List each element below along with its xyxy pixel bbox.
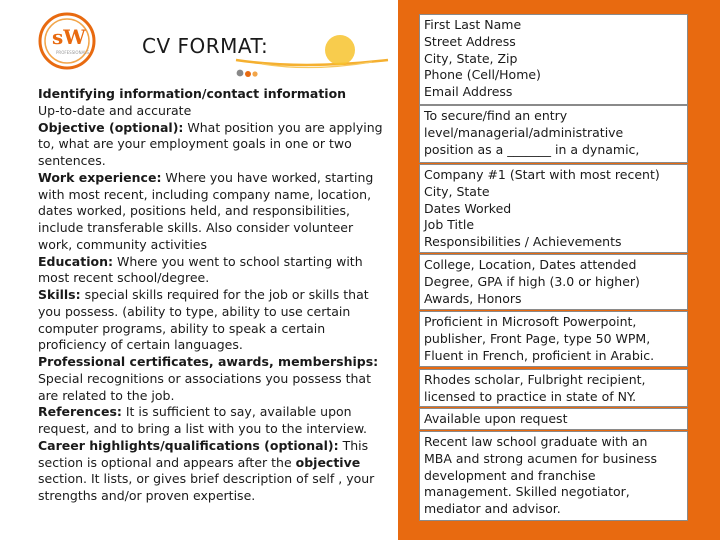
- description-heading: Work experience:: [38, 169, 162, 185]
- example-line: position as a _______ in a dynamic,: [424, 141, 640, 157]
- description-item: [38, 404, 390, 438]
- description-heading: Career highlights/qualifications (optional):: [38, 437, 339, 453]
- example-box: [419, 14, 688, 105]
- example-box: [419, 369, 688, 407]
- logo-subtext: PROFESSIONALS: [56, 50, 90, 55]
- example-line: licensed to practice in state of NY.: [424, 388, 637, 404]
- example-line: Phone (Cell/Home): [424, 67, 541, 83]
- description-item: [38, 103, 390, 120]
- description-heading: Skills:: [38, 287, 81, 302]
- description-item: [38, 170, 390, 254]
- example-line: Job Title: [424, 217, 475, 233]
- description-text: What position you are applying to, what are your employment goals in one or two sentences.: [38, 119, 383, 168]
- example-line: Street Address: [424, 33, 516, 49]
- description-heading: objective: [295, 454, 361, 470]
- example-line: To secure/find an entry: [424, 108, 568, 123]
- example-line: level/managerial/administrative: [424, 124, 624, 140]
- example-line: Email Address: [424, 84, 513, 99]
- description-heading: Identifying information/contact information: [38, 86, 347, 101]
- example-line: Responsibilities / Achievements: [424, 234, 622, 249]
- company-logo: [36, 10, 98, 72]
- example-line: City, State, Zip: [424, 50, 518, 66]
- description-item: [38, 438, 390, 505]
- decorative-swoosh-icon: [232, 26, 392, 82]
- description-item: [38, 287, 390, 354]
- example-line: Awards, Honors: [424, 290, 522, 306]
- example-box: [419, 254, 688, 310]
- description-text: It is sufficient to say, available upon request, and to bring a list with you to the interview.: [38, 404, 367, 436]
- description-text: special skills required for the job or skills that you possess. (ability to type, ability to use certain computer programs, ability to speak a certain proficiency of certain languages.: [38, 287, 369, 353]
- description-item: [38, 86, 390, 103]
- description-heading: Education:: [38, 253, 113, 269]
- example-box: [419, 164, 688, 253]
- example-box: [419, 408, 688, 430]
- example-line: Recent law school graduate with an: [424, 434, 648, 449]
- description-text: Where you have worked, starting with most recent, including company name, location, dates worked, positions held, and responsibilities, include transferable skills. Also consider volunteer work, community activities: [38, 169, 374, 252]
- example-line: Fluent in French, proficient in Arabic.: [424, 347, 655, 363]
- description-text: This section is optional and appears after the: [38, 437, 369, 470]
- example-line: Degree, GPA if high (3.0 or higher): [424, 273, 640, 289]
- example-line: Proficient in Microsoft Powerpoint,: [424, 314, 637, 329]
- example-line: Dates Worked: [424, 200, 512, 216]
- field-descriptions: [38, 86, 390, 505]
- example-box: [419, 105, 688, 163]
- logo-text: sW: [52, 25, 86, 49]
- example-line: management. Skilled negotiator,: [424, 484, 630, 500]
- example-box: [419, 431, 688, 521]
- description-text: Where you went to school starting with most recent school/degree.: [38, 253, 363, 286]
- example-line: City, State: [424, 183, 490, 199]
- example-line: Rhodes scholar, Fulbright recipient,: [424, 372, 646, 387]
- description-heading: Objective (optional):: [38, 119, 184, 135]
- example-line: mediator and advisor.: [424, 501, 561, 516]
- example-line: MBA and strong acumen for business: [424, 450, 657, 466]
- example-line: publisher, Front Page, type 50 WPM,: [424, 330, 651, 346]
- description-item: [38, 354, 390, 404]
- example-line: First Last Name: [424, 17, 522, 32]
- description-text: Up-to-date and accurate: [38, 102, 192, 118]
- description-item: [38, 120, 390, 170]
- example-box: [419, 311, 688, 367]
- example-line: College, Location, Dates attended: [424, 257, 637, 272]
- page-title: CV FORMAT:: [142, 34, 269, 58]
- example-line: Company #1 (Start with most recent): [424, 167, 660, 182]
- description-item: [38, 254, 390, 288]
- description-text: section. It lists, or gives brief description of self , your strengths and/or proven expertise.: [38, 471, 375, 503]
- example-line: development and franchise: [424, 467, 596, 483]
- description-heading: References:: [38, 404, 122, 420]
- description-text: Special recognitions or associations you possess that are related to the job.: [38, 370, 371, 403]
- description-heading: Professional certificates, awards, memberships:: [38, 354, 379, 369]
- example-line: Available upon request: [424, 411, 568, 426]
